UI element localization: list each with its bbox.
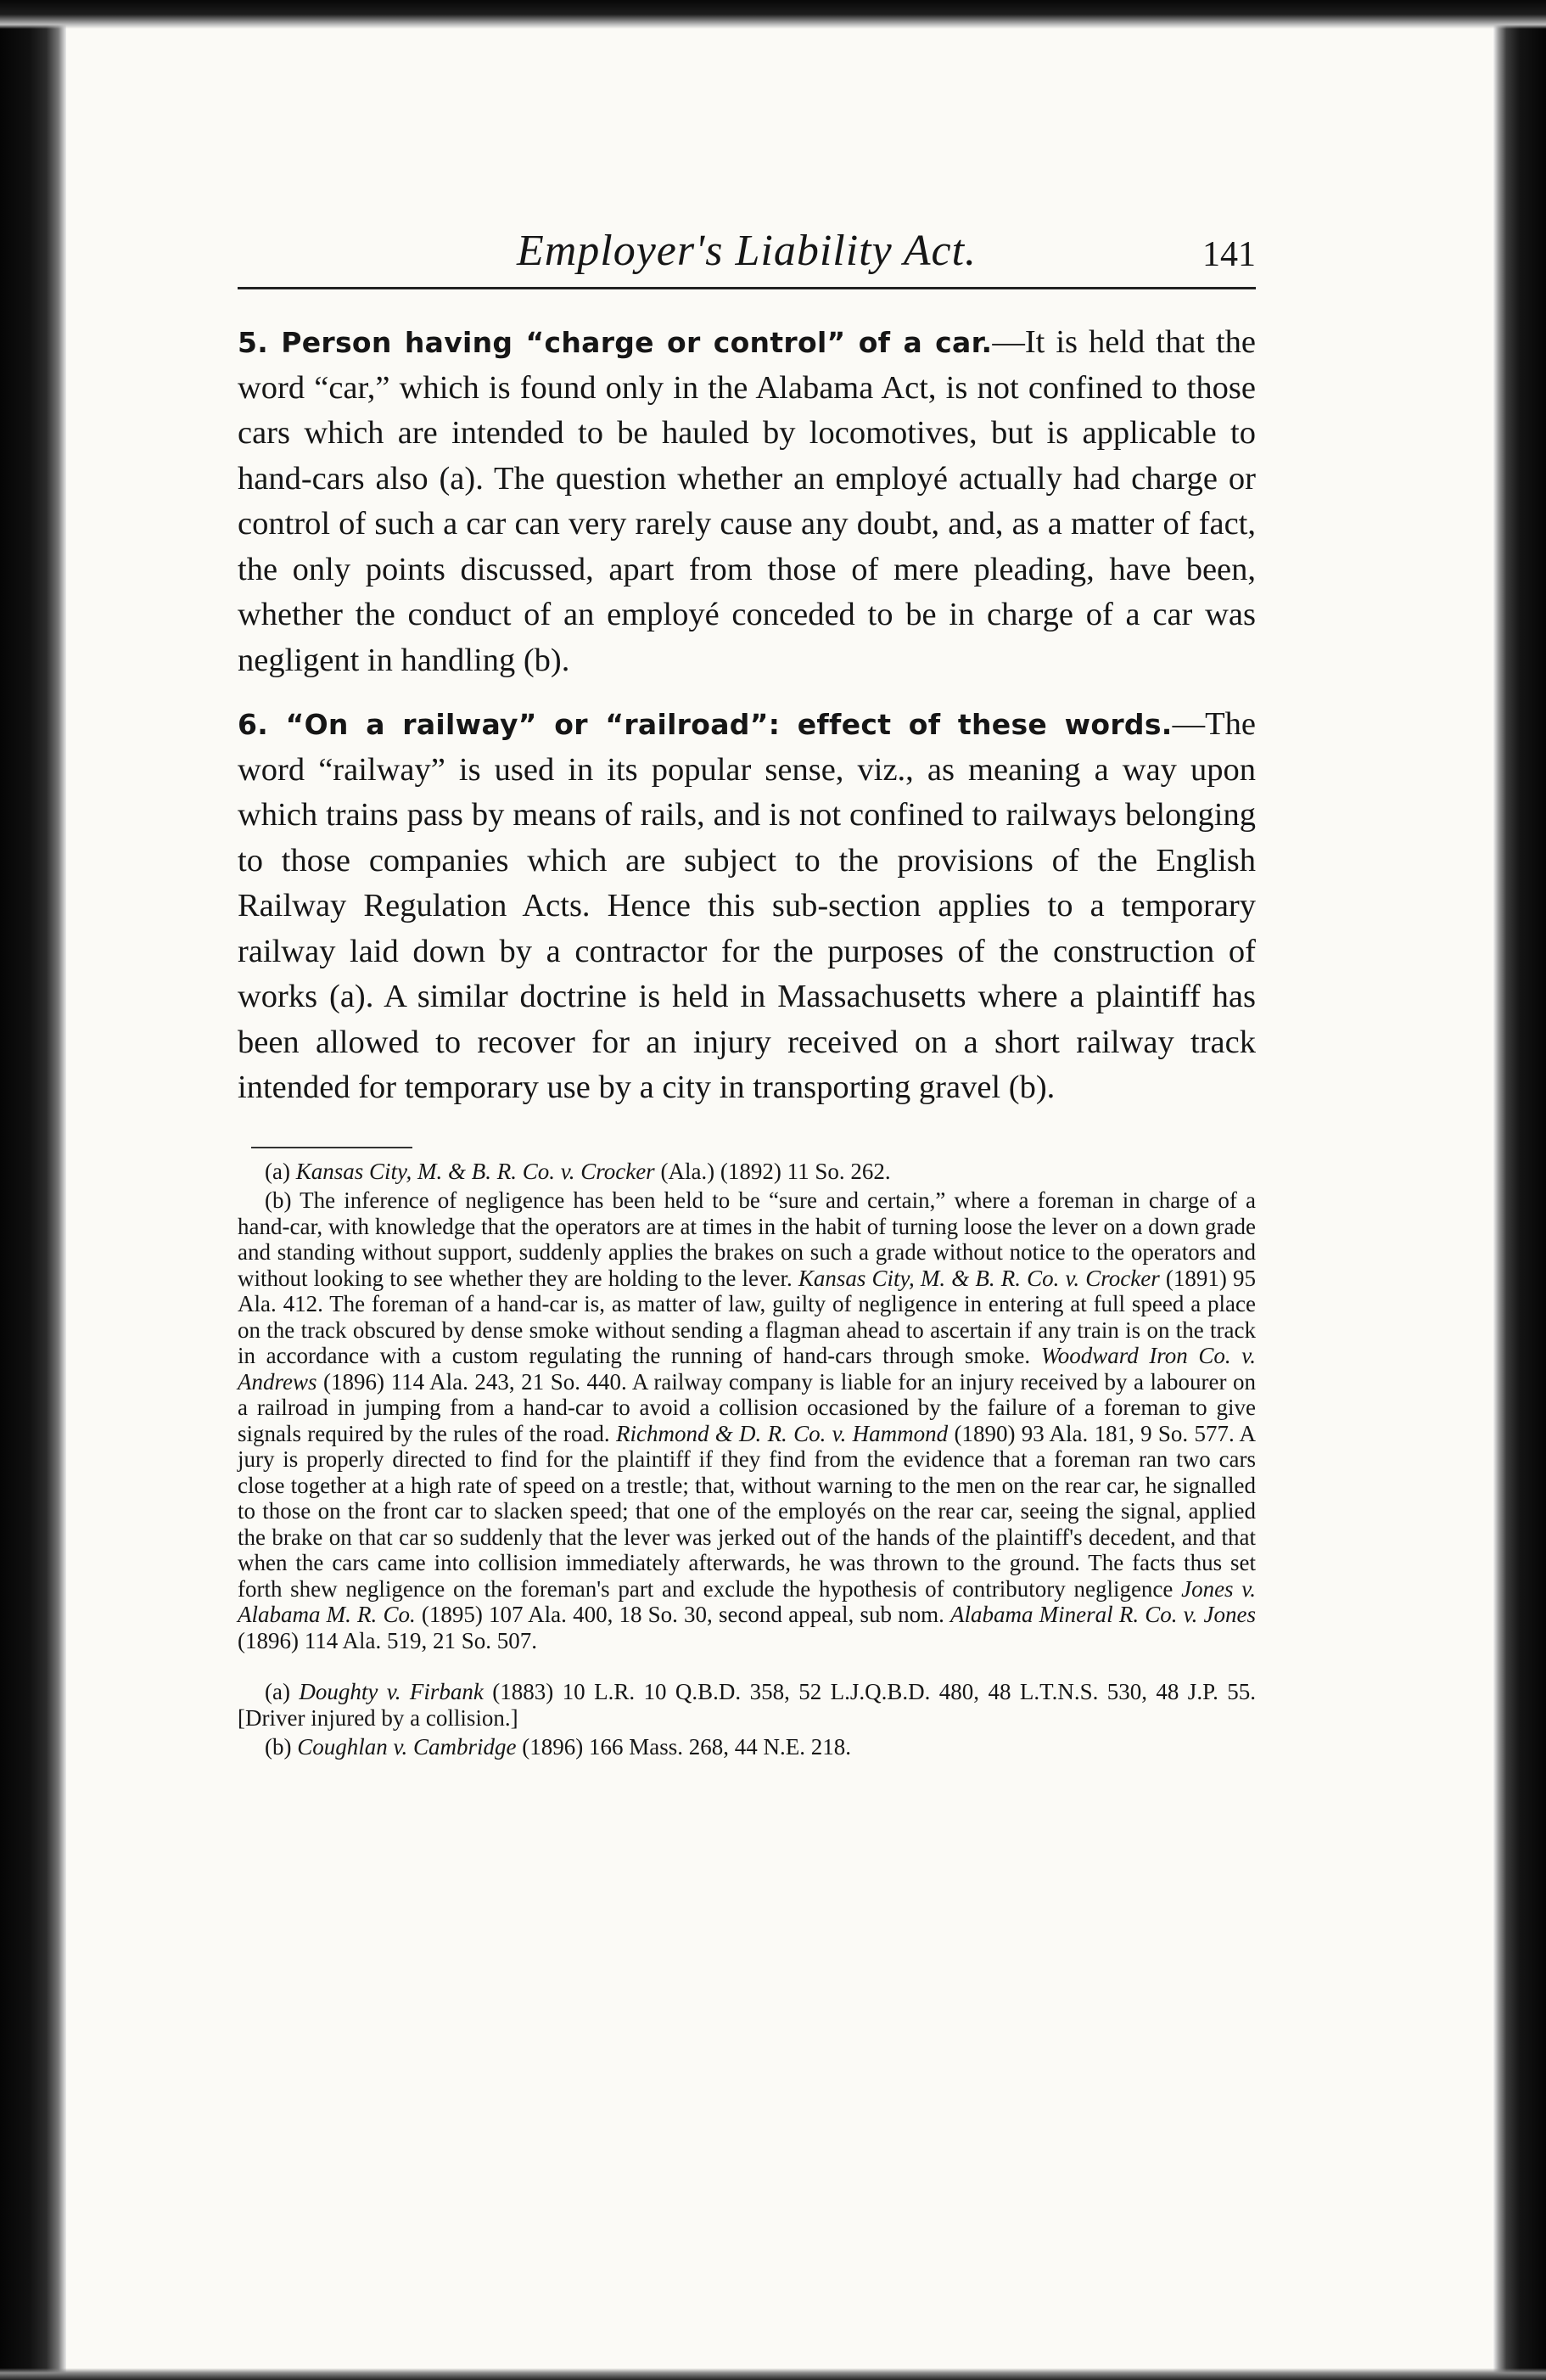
page-content bbox=[238, 210, 1256, 1760]
case-name: Doughty v. Firbank bbox=[299, 1679, 484, 1704]
case-name: Jones v. Alabama M. R. Co. bbox=[238, 1575, 1256, 1627]
section-6-text: —The word “railway” is used in its popular sense, viz., as meaning a way upon which trains pass by means of rails, and is not confined to railways belonging to those companies which are subject to the provisions of the English Railway Regulation Acts. Hence this sub-section applies to a temporary railway laid down by a contractor for the purposes of the construction of works (a). A similar doctrine is held in Massachusetts where a plaintiff has been allowed to recover for an injury received on a short railway track intended for temporary use by a city in transporting gravel (b). bbox=[238, 706, 1256, 1105]
section-5-heading: 5. Person having “charge or control” of a car. bbox=[238, 326, 993, 359]
footnote-marker: (b) bbox=[265, 1187, 292, 1213]
running-title: Employer's Liability Act. bbox=[516, 227, 977, 275]
footnote-text: The foreman of a hand-car is, as matter of law, guilty of negligence in entering at full speed a place on the track obscured by dense smoke without sending a flagman ahead to ascertain if any train is on the track in accordance with a custom regulating the running of hand-cars through smoke. bbox=[238, 1291, 1257, 1368]
citation: (1896) 114 Ala. 243, 21 So. 440. bbox=[323, 1368, 627, 1395]
footnote-5a bbox=[238, 1159, 1256, 1185]
citation: (1896) 114 Ala. 519, 21 So. 507. bbox=[238, 1627, 537, 1653]
scan-edge-top bbox=[0, 0, 1546, 29]
footnote-marker: (a) bbox=[265, 1158, 290, 1184]
footnotes-section-6 bbox=[238, 1679, 1256, 1760]
case-name: Kansas City, M. & B. R. Co. v. Crocker bbox=[798, 1265, 1160, 1291]
scan-edge-bottom bbox=[0, 2368, 1546, 2380]
citation: (Ala.) (1892) 11 So. 262. bbox=[660, 1158, 891, 1184]
footnote-separator bbox=[251, 1147, 412, 1148]
footnote-6b bbox=[238, 1734, 1256, 1760]
case-name: Kansas City, M. & B. R. Co. v. Crocker bbox=[295, 1158, 655, 1184]
footnote-5b bbox=[238, 1187, 1256, 1653]
running-header bbox=[238, 210, 1256, 289]
footnotes-section-5 bbox=[238, 1159, 1256, 1654]
footnote-text: The inference of negligence has been held to be “sure and certain,” where a foreman in charge of a hand-car, with knowledge that the operators are at times in the habit of turning loose the lever on a down grade and standing without support, suddenly applies the brakes on such a grade without notice to the operators and without looking to see whether they are holding to the lever. bbox=[238, 1187, 1256, 1291]
citation: (1883) 10 L.R. 10 Q.B.D. 358, 52 L.J.Q.B.D. 480, 48 L.T.N.S. 530, 48 J.P. 55. [Driver injured by a collision.] bbox=[238, 1679, 1256, 1731]
footnote-marker: (b) bbox=[265, 1734, 292, 1760]
scan-edge-right bbox=[1493, 0, 1546, 2380]
scan-edge-left bbox=[0, 0, 66, 2380]
case-name: Alabama Mineral R. Co. v. Jones bbox=[950, 1602, 1256, 1627]
case-name: Richmond & D. R. Co. v. Hammond bbox=[615, 1420, 949, 1446]
footnote-text: A jury is properly directed to find for the plaintiff if they find from the evidence that a foreman ran two cars close together at a high rate of speed on a trestle; that, without warning to the men on the rear car, he signalled to those on the front car to slacken speed; that one of the employés on the rear car, seeing the signal, applied the brake on that car so suddenly that the lever was jerked out of the hands of the plaintiff's decedent, and that when the cars came into collision immediately afterwards, he was thrown to the ground. The facts thus set forth shew negligence on the foreman's part and exclude the hypothesis of contributory negligence bbox=[238, 1420, 1257, 1602]
body-text bbox=[238, 320, 1256, 1111]
page-number: 141 bbox=[1202, 235, 1256, 274]
section-5-text: —It is held that the word “car,” which is found only in the Alabama Act, is not confined to those cars which are intended to be hauled by locomotives, but is applicable to hand-cars also (a). The question whether an employé actually had charge or control of such a car can very rarely cause any doubt, and, as a matter of fact, the only points discussed, apart from those of mere pleading, have been, whether the conduct of an employé conceded to be in charge of a car was negligent in handling (b). bbox=[238, 324, 1256, 678]
case-name: Woodward Iron Co. v. Andrews bbox=[238, 1343, 1256, 1395]
footnote-text: A railway company is liable for an injury received by a labourer on a railroad in jumping from a hand-car to avoid a collision occasioned by the failure of a foreman to give signals required by the rules of the road. bbox=[238, 1368, 1257, 1446]
footnote-marker: (a) bbox=[265, 1679, 290, 1704]
section-6-paragraph bbox=[238, 702, 1256, 1111]
citation: (1895) 107 Ala. 400, 18 So. 30, second appeal, sub nom. bbox=[421, 1602, 944, 1627]
footnote-6a bbox=[238, 1679, 1256, 1731]
section-5-paragraph bbox=[238, 320, 1256, 683]
case-name: Coughlan v. Cambridge bbox=[297, 1734, 517, 1760]
citation: (1896) 166 Mass. 268, 44 N.E. 218. bbox=[522, 1734, 851, 1760]
citation: (1891) 95 Ala. 412. bbox=[238, 1265, 1257, 1316]
citation: (1890) 93 Ala. 181, 9 So. 577. bbox=[954, 1420, 1235, 1446]
section-6-heading: 6. “On a railway” or “railroad”: effect of these words. bbox=[238, 708, 1173, 741]
